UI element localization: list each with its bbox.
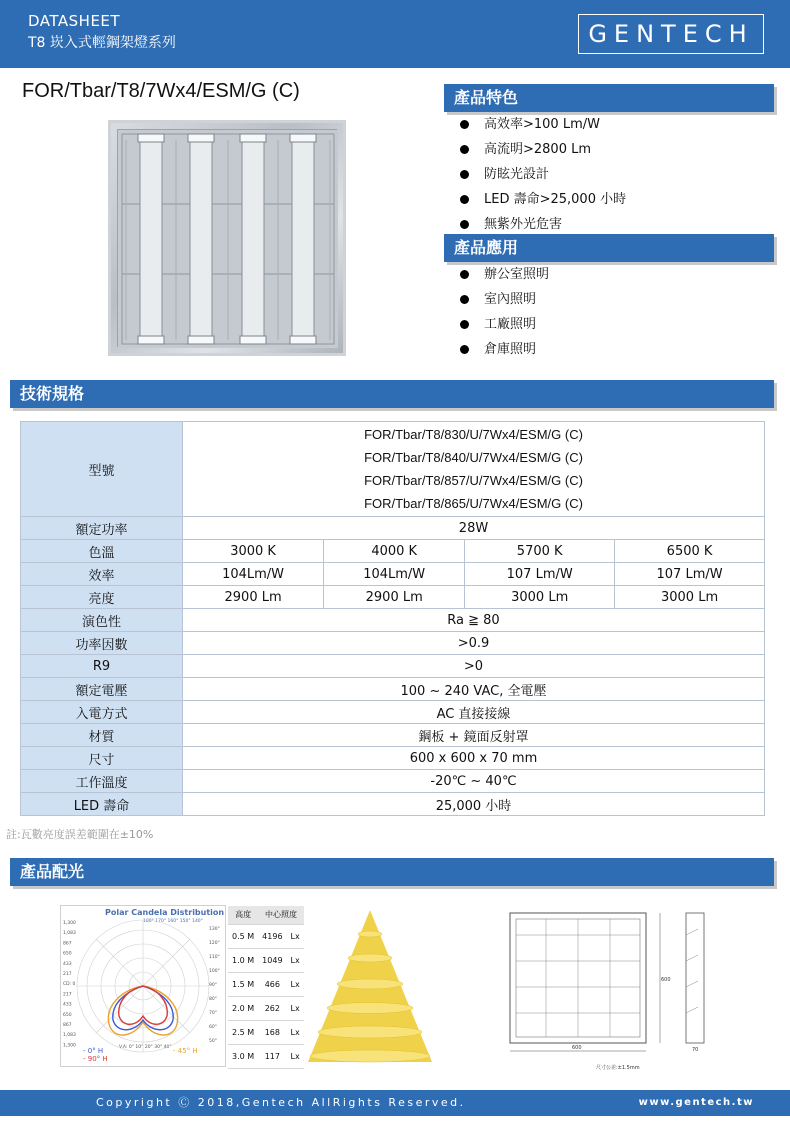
brand-logo: GENTECH — [578, 14, 764, 54]
illuminance-table — [228, 906, 304, 1069]
polar-bottom-angles: V.A: 0° 10° 20° 30° 40° — [119, 1045, 172, 1050]
cct-value: 4000 K — [324, 540, 465, 563]
efficacy-label: 效率 — [21, 563, 183, 586]
polar-tick-label: 867 — [63, 941, 72, 947]
product-photo — [108, 120, 346, 356]
pf-value: >0.9 — [183, 632, 765, 655]
list-item: LED 壽命>25,000 小時 — [456, 187, 626, 212]
table-row: 0.5 M 4196 Lx — [228, 924, 304, 948]
applications-heading: 產品應用 — [444, 234, 774, 262]
polar-angle-label: 90° — [209, 983, 217, 988]
polar-tick-label: 1,300 — [63, 1043, 76, 1049]
input-value: AC 直接接線 — [183, 701, 765, 724]
polar-angle-label: 120° — [209, 941, 220, 946]
footer-bar — [0, 1090, 790, 1116]
life-value: 25,000 小時 — [183, 793, 765, 816]
list-item: 工廠照明 — [456, 312, 549, 337]
material-value: 鋼板 + 鏡面反射罩 — [183, 724, 765, 747]
efficacy-value: 107 Lm/W — [465, 563, 615, 586]
polar-tick-label: 217 — [63, 992, 72, 998]
power-label: 額定功率 — [21, 517, 183, 540]
cct-value: 5700 K — [465, 540, 615, 563]
efficacy-value: 107 Lm/W — [615, 563, 765, 586]
table-row — [21, 793, 765, 816]
list-item: 高效率>100 Lm/W — [456, 112, 626, 137]
distribution-heading: 產品配光 — [10, 858, 774, 886]
model-list-cell — [183, 422, 765, 517]
table-row — [21, 540, 765, 563]
lumen-value: 2900 Lm — [183, 586, 324, 609]
polar-tick-label: 217 — [63, 972, 72, 977]
efficacy-value: 104Lm/W — [324, 563, 465, 586]
polar-angle-label: 70° — [209, 1011, 217, 1016]
model-label: 型號 — [21, 422, 183, 517]
table-row: 2.5 M 168 Lx — [228, 1020, 304, 1044]
features-heading: 產品特色 — [444, 84, 774, 112]
temp-label: 工作溫度 — [21, 770, 183, 793]
website-link[interactable]: www.gentech.tw — [638, 1097, 754, 1108]
polar-angle-label: 100° — [209, 969, 220, 974]
lumen-value: 3000 Lm — [465, 586, 615, 609]
life-label: LED 壽命 — [21, 793, 183, 816]
size-value: 600 x 600 x 70 mm — [183, 747, 765, 770]
list-item: 辦公室照明 — [456, 262, 549, 287]
polar-angle-label: 130° — [209, 927, 220, 932]
lumen-value: 3000 Lm — [615, 586, 765, 609]
list-item: 無紫外光危害 — [456, 212, 626, 237]
legend-item: - 0° H — [83, 1047, 104, 1055]
size-label: 尺寸 — [21, 747, 183, 770]
polar-tick-label: 1,300 — [63, 921, 76, 926]
datasheet-label: DATASHEET — [28, 12, 121, 30]
features-list — [456, 112, 626, 237]
table-row: 1.5 M 466 Lx — [228, 972, 304, 996]
length-dimension: 600 — [661, 977, 671, 983]
table-row — [21, 586, 765, 609]
table-row — [228, 906, 304, 924]
lumen-value: 2900 Lm — [324, 586, 465, 609]
polar-tick-label: 433 — [63, 1002, 72, 1008]
table-row — [21, 747, 765, 770]
list-item: 倉庫照明 — [456, 337, 549, 362]
table-row — [21, 655, 765, 678]
width-dimension: 600 — [572, 1045, 582, 1051]
table-row — [21, 701, 765, 724]
spec-table — [20, 421, 765, 816]
dimension-drawing — [500, 905, 710, 1075]
cct-label: 色溫 — [21, 540, 183, 563]
polar-top-angles: 180° 170° 160° 150° 140° — [143, 919, 203, 924]
polar-tick-label: 433 — [63, 961, 72, 967]
polar-candela-chart — [60, 905, 226, 1067]
table-row: 1.0 M 1049 Lx — [228, 948, 304, 972]
cct-value: 6500 K — [615, 540, 765, 563]
tolerance-note: 註:瓦數亮度誤差範圍在±10% — [6, 828, 154, 841]
voltage-value: 100 ~ 240 VAC, 全電壓 — [183, 678, 765, 701]
dimension-tolerance: 尺寸公差:±1.5mm — [596, 1065, 640, 1071]
polar-angle-label: 50° — [209, 1039, 217, 1044]
list-item: 室內照明 — [456, 287, 549, 312]
center-lux-header: 中心照度 — [258, 906, 304, 924]
table-row — [21, 770, 765, 793]
power-value: 28W — [183, 517, 765, 540]
copyright: Copyright Ⓒ 2018,Gentech AllRights Reserved. — [96, 1096, 466, 1109]
table-row: 2.0 M 262 Lx — [228, 996, 304, 1020]
legend-item: - 45° H — [173, 1047, 198, 1055]
model-code: FOR/Tbar/T8/865/U/7Wx4/ESM/G (C) — [364, 496, 583, 511]
table-row — [21, 563, 765, 586]
temp-value: -20℃ ~ 40℃ — [183, 770, 765, 793]
light-cone-diagram — [300, 906, 440, 1066]
table-row — [21, 422, 765, 517]
cri-value: Ra ≧ 80 — [183, 609, 765, 632]
cri-label: 演色性 — [21, 609, 183, 632]
table-row — [21, 517, 765, 540]
efficacy-value: 104Lm/W — [183, 563, 324, 586]
table-row — [21, 632, 765, 655]
spec-heading: 技術規格 — [10, 380, 774, 408]
height-dimension: 70 — [692, 1047, 699, 1053]
polar-tick-label: 650 — [63, 951, 72, 957]
input-label: 入電方式 — [21, 701, 183, 724]
polar-tick-label: 650 — [63, 1012, 72, 1018]
list-item: 防眩光設計 — [456, 162, 626, 187]
polar-tick-label: 1,083 — [63, 931, 76, 937]
model-code: FOR/Tbar/T8/830/U/7Wx4/ESM/G (C) — [364, 427, 583, 442]
height-header: 高度 — [228, 906, 258, 924]
polar-angle-label: 60° — [209, 1025, 217, 1030]
model-code: FOR/Tbar/T8/840/U/7Wx4/ESM/G (C) — [364, 450, 583, 465]
voltage-label: 額定電壓 — [21, 678, 183, 701]
polar-plot — [61, 906, 225, 1066]
table-row — [21, 678, 765, 701]
applications-list — [456, 262, 549, 362]
r9-label: R9 — [21, 655, 183, 678]
polar-tick-label: 867 — [63, 1023, 72, 1028]
header-bar — [0, 0, 790, 68]
polar-tick-label: CD: 0 — [63, 982, 76, 988]
legend-item: - 90° H — [83, 1055, 108, 1063]
table-row: 3.0 M 117 Lx — [228, 1044, 304, 1068]
pf-label: 功率因數 — [21, 632, 183, 655]
material-label: 材質 — [21, 724, 183, 747]
model-code: FOR/Tbar/T8/857/U/7Wx4/ESM/G (C) — [364, 473, 583, 488]
r9-value: >0 — [183, 655, 765, 678]
table-row — [21, 609, 765, 632]
fixture-illustration — [118, 130, 338, 348]
polar-tick-label: 1,083 — [63, 1033, 76, 1039]
polar-title: Polar Candela Distribution — [105, 908, 225, 917]
cct-value: 3000 K — [183, 540, 324, 563]
polar-angle-label: 80° — [209, 997, 217, 1002]
list-item: 高流明>2800 Lm — [456, 137, 626, 162]
table-row — [21, 724, 765, 747]
lumen-label: 亮度 — [21, 586, 183, 609]
series-title: T8 崁入式輕鋼架燈系列 — [28, 35, 176, 51]
polar-angle-label: 110° — [209, 955, 220, 960]
model-title: FOR/Tbar/T8/7Wx4/ESM/G (C) — [22, 80, 300, 102]
